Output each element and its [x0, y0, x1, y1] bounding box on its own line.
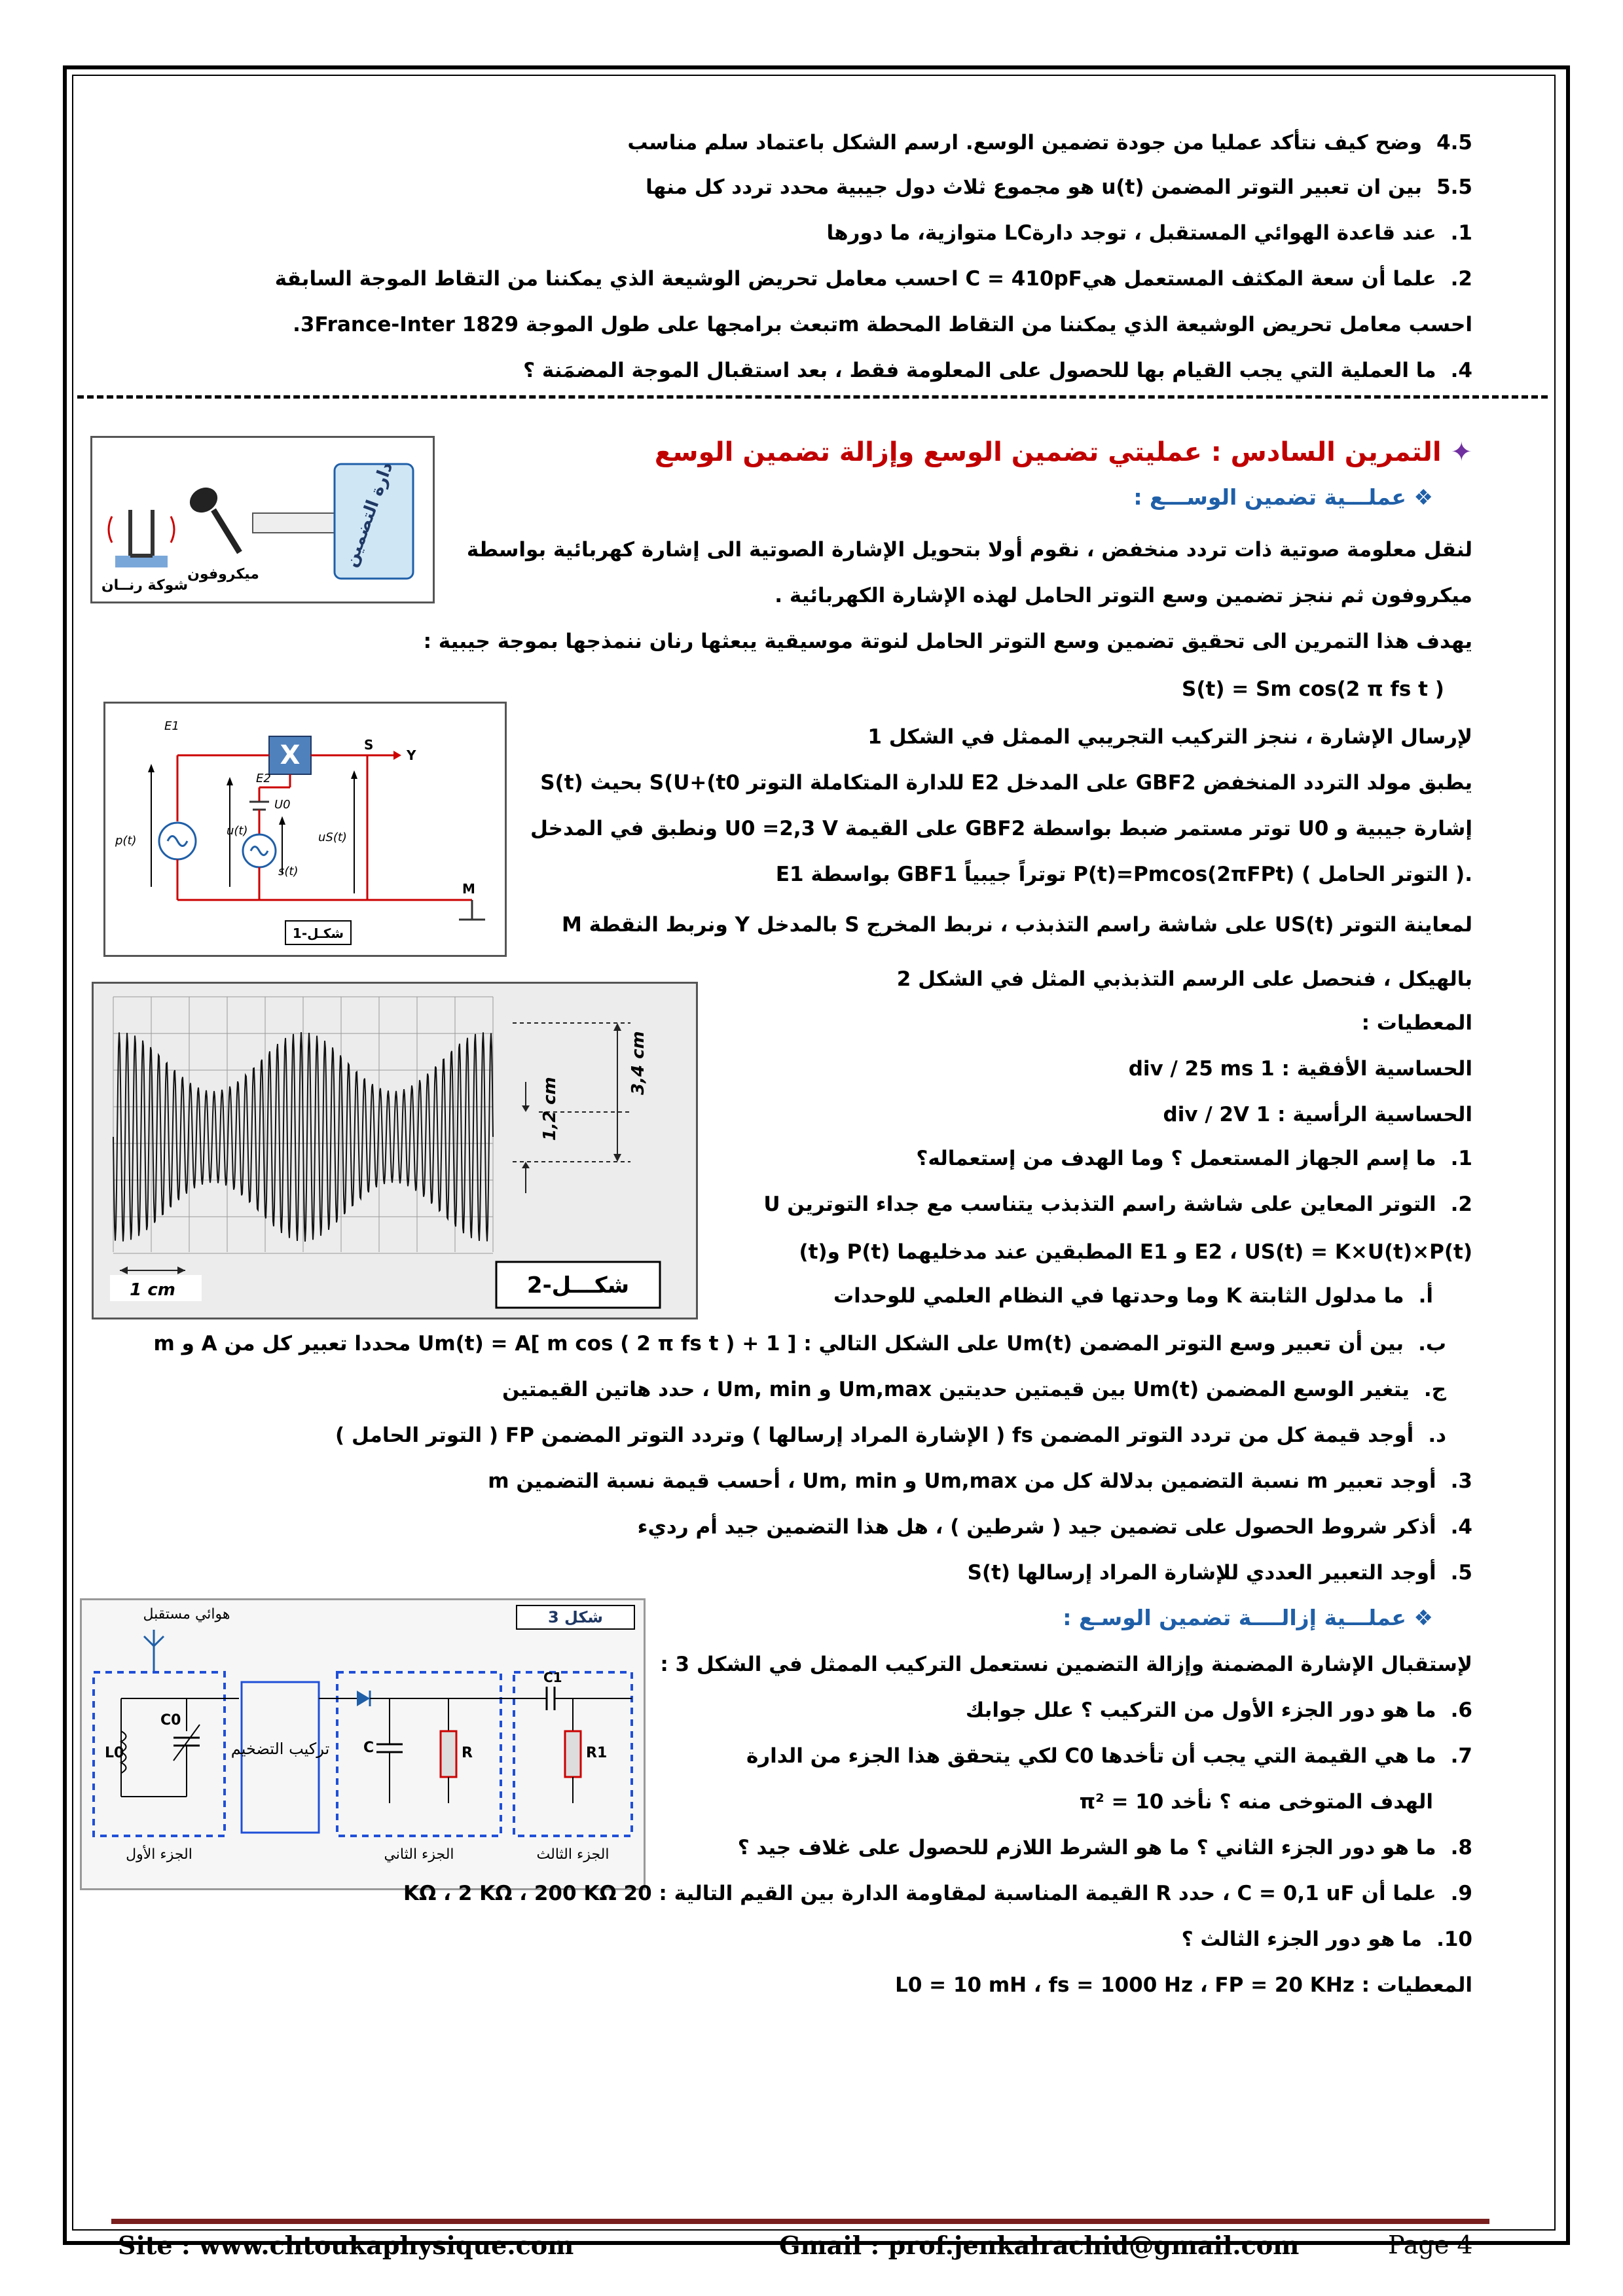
c-label: C — [363, 1740, 374, 1756]
signal-formula: S(t) = Sm cos(2 π fs t ) — [1182, 677, 1444, 701]
q3: 3.أوجد تعبير m نسبة التضمين بدلالة كل من Um,max و Um, min ، أحسب قيمة نسبة التضمين m — [488, 1469, 1472, 1493]
intro-line-6: يطبق مولد التردد المنخفض GBF2 على المدخل E2 للدارة المتكاملة التوتر S(U+(t0 بحيث S(t) — [540, 771, 1472, 795]
horizontal-sensitivity: الحساسية الأفقية : 1 div / 25 ms — [1128, 1057, 1472, 1081]
resistor-r-icon — [441, 1731, 456, 1777]
r1-label: R1 — [586, 1745, 608, 1761]
y-label: Y — [407, 747, 416, 763]
q7-cont: الهدف المتوخى منه ؟ نأخد 10 = π² — [1079, 1790, 1433, 1814]
intro-line-5: لإرسال الإشارة ، ننجز التركيب التجريبي الممثل في الشكل 1 — [867, 725, 1472, 749]
p2-intro: لإستقبال الإشارة المضمنة وإزالة التضمين نستعمل التركيب الممثل في الشكل 3 : — [660, 1653, 1472, 1676]
q2-a: أ.ما مدلول الثابتة K وما وحدتها في النظام العلمي للوحدات — [833, 1284, 1433, 1308]
figure-1-label: شكـل-1 — [292, 925, 344, 941]
ust-label: uS(t) — [318, 831, 347, 844]
question-1: 1.عند قاعدة الهوائي المستقبل ، توجد دارةLC متوازية، ما دورها — [826, 221, 1472, 245]
c1-label: C1 — [543, 1670, 562, 1685]
q1: 1.ما إسم الجهاز المستعمل ؟ وما الهدف من إستعماله؟ — [916, 1147, 1472, 1170]
q4: 4.أذكر شروط الحصول على تضمين جيد ( شرطين ) ، هل هذا التضمين جيد أم رديء — [637, 1515, 1472, 1539]
data-heading: المعطيات : — [1361, 1011, 1472, 1035]
footer-rule — [111, 2219, 1489, 2224]
q9: 9.علما أن C = 0,1 uF ، حدد R القيمة المناسبة لمقاومة الدارة بين القيم التالية : 20 KΩ ، 2 KΩ ، 200 KΩ — [403, 1882, 1472, 1905]
oscillogram-screen — [94, 984, 696, 1318]
s-label: S — [364, 737, 374, 753]
e2-label: E2 — [256, 772, 271, 785]
st-label: s(t) — [278, 865, 299, 878]
q2-b: ب.بين أن تعبير وسع التوتر المضمن Um(t) على الشكل التالي : Um(t) = A[ m cos ( 2 π fs t ) + 1 ] محددا تعبير كل من A و m — [153, 1332, 1446, 1355]
diode-icon — [357, 1691, 370, 1706]
section-modulation-title: ❖ عملـــية تضمين الوســـع : — [1133, 484, 1433, 510]
part2-data: المعطيات : L0 = 10 mH ، fs = 1000 Hz ، FP = 20 KHz — [895, 1973, 1472, 1997]
intro-line-3: يهدف هذا التمرين الى تحقيق تضمين وسع التوتر الحامل لنوتة موسيقية يبعثها رنان ننمذجها بموجة جيبية : — [423, 630, 1472, 653]
pin-icon: ✦ — [1450, 437, 1472, 467]
modulation-diagram — [92, 438, 433, 601]
intro-line-8: E1 بواسطة GBF1 توتراً جيبياً P(t)=Pmcos(2πFPt) ( التوتر الحامل ). — [775, 863, 1472, 886]
footer-site[interactable]: Site : www.chtoukaphysique.com — [118, 2231, 574, 2260]
figure-1-circuit — [103, 702, 507, 957]
antenna-label: هوائي مستقبل — [143, 1606, 230, 1623]
q2-c: ج.يتغير الوسع المضمن Um(t) بين قيمتين حديتين Um,max و Um, min ، حدد هاتين القيمتين — [502, 1378, 1446, 1401]
part-1-label: الجزء الأول — [126, 1846, 192, 1863]
figure-modulation-block — [90, 436, 435, 603]
footer-email[interactable]: Gmail : prof.jenkalrachid@gmail.com — [779, 2231, 1300, 2260]
figure-2-label: شكـــل-2 — [526, 1272, 630, 1299]
q2-d: د.أوجد قيمة كل من تردد التوتر المضمن fs ( الإشارة المراد إرسالها ) وتردد التوتر المضمن FP ( التوتر الحامل ) — [335, 1424, 1446, 1447]
part-2-label: الجزء الثاني — [384, 1846, 454, 1863]
q5: 5.أوجد التعبير العددي للإشارة المراد إرسالها S(t) — [967, 1561, 1472, 1585]
intro-line-9: لمعاينة التوتر US(t) على شاشة راسم التذبذب ، نربط المخرج S بالمدخل Y ونربط النقطة M — [562, 913, 1472, 937]
part-3-label: الجزء الثالث — [536, 1846, 610, 1863]
q2: 2.التوتر المعاين على شاشة راسم التذبذب يتناسب مع جداء التوترين U — [763, 1193, 1472, 1216]
question-2: 2.علما أن سعة المكثف المستعمل هيC = 410pF احسب معامل تحريض الوشيعة الذي يمكننا من التقاط الموجة السابقة — [274, 267, 1472, 291]
multiplier-x: X — [280, 740, 301, 770]
diamond-icon: ❖ — [1413, 484, 1433, 510]
figure-3-receiver — [80, 1598, 646, 1890]
exercise-title: ✦ التمرين السادس : عمليتي تضمين الوسع وإزالة تضمين الوسع — [654, 437, 1472, 467]
c0-label: C0 — [160, 1712, 181, 1729]
amplifier-label: تركيب التضخيم — [230, 1740, 330, 1758]
resistor-r1-icon — [565, 1731, 581, 1777]
diamond-icon: ❖ — [1413, 1605, 1433, 1630]
m-label: M — [462, 881, 475, 897]
label-3-4-cm: 3,4 cm — [629, 1031, 648, 1095]
u0-label: U0 — [274, 798, 291, 812]
question-5-5: 5.5بين ان تعبير التوتر المضمن u(t) هو مجموع ثلاث دول جيبية محدد تردد كل منها — [646, 175, 1472, 199]
question-3: 3.France-Inter تبعث برامجها على طول الموجة 1829m احسب معامل تحريض الوشيعة الذي يمكننا من التقاط المحطة — [293, 313, 1472, 336]
question-4-5: 4.5وضح كيف نتأكد عمليا من جودة تضمين الوسع. ارسم الشكل باعتماد سلم مناسب — [627, 131, 1472, 154]
intro-line-2: ميكروفون ثم ننجز تضمين وسع التوتر الحامل لهذه الإشارة الكهربائية . — [775, 584, 1472, 607]
vertical-sensitivity: الحساسية الرأسية : 1 div / 2V — [1163, 1103, 1472, 1126]
pt-label: p(t) — [115, 834, 137, 848]
r-label: R — [462, 1745, 473, 1761]
modulation-box-label: دارة التضمين — [340, 459, 397, 570]
label-1-cm: 1 cm — [130, 1280, 175, 1300]
figure-3-title: شكل 3 — [547, 1608, 604, 1626]
section-demodulation-title: ❖ عملـــية إزالــــة تضمين الوسـع : — [1063, 1605, 1433, 1630]
tuning-fork-label: شوكة رنــان — [101, 577, 189, 594]
receiver-diagram — [82, 1600, 644, 1888]
microphone-label: ميكروفون — [187, 566, 259, 583]
section-separator — [77, 395, 1548, 399]
intro-line-1: لنقل معلومة صوتية ذات تردد منخفض ، نقوم أولا بتحويل الإشارة الصوتية الى إشارة كهربائية بواسطة — [466, 538, 1472, 562]
q10: 10.ما هو دور الجزء الثالث ؟ — [1181, 1928, 1472, 1951]
intro-line-10: بالهيكل ، فنحصل على الرسم التذبذبي المثل في الشكل 2 — [896, 967, 1472, 991]
label-1-2-cm: 1,2 cm — [540, 1077, 560, 1141]
ut-label: u(t) — [227, 824, 248, 838]
q6: 6.ما هو دور الجزء الأول من التركيب ؟ علل جوابك — [965, 1698, 1472, 1722]
q7: 7.ما هي القيمة التي يجب أن تأخدها C0 لكي يتحقق هذا الجزء من الدارة — [746, 1744, 1472, 1768]
q8: 8.ما هو دور الجزء الثاني ؟ ما هو الشرط اللازم للحصول على غلاف جيد ؟ — [737, 1836, 1472, 1859]
intro-line-7: إشارة جيبية و U0 توتر مستمر ضبط بواسطة GBF2 على القيمة U0 =2,3 V ونطبق في المدخل — [530, 817, 1472, 840]
circuit-1-diagram — [105, 704, 505, 955]
footer-page-number: Page 4 — [1388, 2231, 1473, 2259]
question-4: 4.ما العملية التي يجب القيام بها للحصول على المعلومة فقط ، بعد استقبال الموجة المضمَنة ؟ — [523, 359, 1472, 382]
l0-label: L0 — [105, 1745, 124, 1761]
figure-2-oscillogram — [92, 982, 698, 1319]
q2-cont: (t)و P(t) المطبقين عند مدخليهما E1 و E2 ، US(t) = K×U(t)×P(t) — [799, 1240, 1472, 1264]
e1-label: E1 — [164, 719, 179, 733]
